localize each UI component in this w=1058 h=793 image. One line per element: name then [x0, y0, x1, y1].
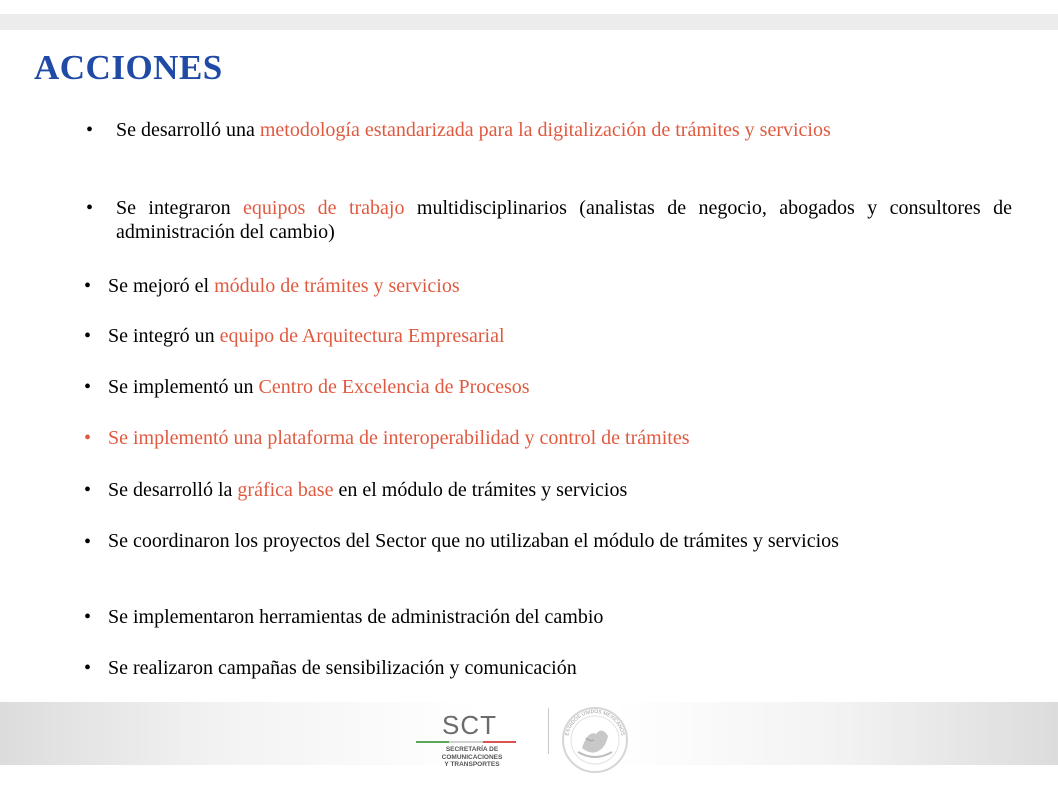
bullet-marker: •: [84, 531, 92, 553]
bullet-text: [108, 375, 1008, 399]
footer-band: [0, 702, 1058, 765]
sct-subtitle: [426, 746, 518, 769]
bullet-text: [108, 605, 1008, 629]
bullet-text-plain: Se desarrolló la: [108, 479, 238, 501]
bullet-text-plain: Se implementó un: [108, 376, 259, 398]
sct-subtitle-line: Y TRANSPORTES: [444, 761, 500, 768]
bullet-text-plain: Se integró un: [108, 325, 220, 347]
sct-acronym: SCT: [442, 710, 497, 740]
bullet-text: [116, 118, 1007, 142]
bullet-text: [108, 324, 1008, 348]
bullet-text-highlight: metodología estandarizada para la digitalización de trámites y servicios: [259, 119, 831, 141]
bullet-text-highlight: Se implementó una plataforma de interoperabilidad y control de trámites: [108, 427, 690, 449]
bullet-text-plain: multidisciplinarios (analistas de negocio, abogados y consultores de administración del cambio): [116, 197, 1012, 243]
sct-subtitle-line: SECRETARÍA DE: [445, 746, 499, 753]
bullet-text: [108, 478, 1008, 502]
bullet-text-plain: Se coordinaron los proyectos del Sector que no utilizaban el módulo de trámites y servicios: [108, 530, 839, 552]
bullet-marker: •: [84, 427, 92, 449]
bullet-text-plain: Se mejoró el: [108, 275, 215, 297]
bullet-text-highlight: equipo de Arquitectura Empresarial: [219, 325, 505, 347]
bullet-marker: •: [84, 657, 92, 679]
bullet-text-plain: Se implementaron herramientas de administración del cambio: [108, 606, 604, 628]
bullet-marker: •: [86, 197, 94, 219]
flag-stripe-green: [416, 741, 449, 743]
mexican-seal-icon: [556, 700, 634, 778]
sct-subtitle-line: COMUNICACIONES: [441, 753, 503, 761]
bullet-text-highlight: equipos de trabajo: [243, 197, 405, 219]
bullet-text: [108, 426, 1008, 450]
bullet-text-plain: Se desarrolló una: [116, 119, 260, 141]
seal-text: ESTADOS UNIDOS MEXICANOS: [564, 708, 626, 737]
sct-logo: [412, 708, 522, 772]
bullet-text: [108, 274, 1008, 298]
bullet-text: [108, 656, 1008, 680]
bullet-marker: •: [84, 479, 92, 501]
slide-title: ACCIONES: [34, 48, 223, 87]
flag-stripe-white: [449, 741, 483, 743]
bullet-text-highlight: gráfica base: [237, 479, 334, 501]
bullet-marker: •: [86, 119, 94, 141]
bullet-text: [108, 530, 1008, 553]
bullet-text-highlight: módulo de trámites y servicios: [214, 275, 460, 297]
bullet-marker: •: [84, 275, 92, 297]
bullet-text-plain: Se integraron: [116, 197, 244, 219]
bullet-text-plain: Se realizaron campañas de sensibilización y comunicación: [108, 657, 577, 679]
flag-stripe-red: [483, 741, 516, 743]
bullet-text: [116, 196, 1012, 244]
bullet-text-plain: en el módulo de trámites y servicios: [333, 479, 628, 501]
bullet-marker: •: [84, 606, 92, 628]
bullet-marker: •: [84, 325, 92, 347]
logo-divider: [548, 708, 549, 754]
bullet-marker: •: [84, 376, 92, 398]
bullet-text-highlight: Centro de Excelencia de Procesos: [258, 376, 530, 398]
